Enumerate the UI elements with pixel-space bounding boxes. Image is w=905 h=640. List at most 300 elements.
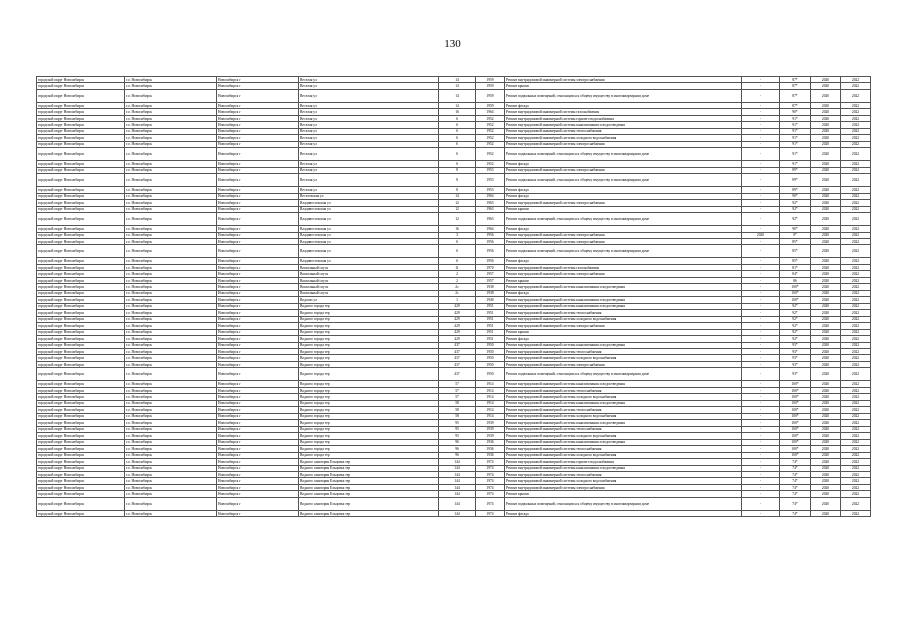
work-type-cell: Ремонт крыши bbox=[505, 329, 742, 335]
district-cell: г.о. Новосибирск bbox=[125, 459, 217, 465]
municipality-cell: городской округ Новосибирск bbox=[37, 89, 125, 102]
street-cell: Водного города тер bbox=[299, 407, 439, 413]
house-cell: 144 bbox=[439, 491, 476, 497]
plan-end-cell: 2022 bbox=[841, 148, 871, 161]
plan-end-cell: 2022 bbox=[841, 407, 871, 413]
city-cell: Новосибирск г bbox=[217, 400, 299, 406]
plan-end-cell: 2022 bbox=[841, 433, 871, 439]
year-built-cell: 1950 bbox=[476, 361, 505, 367]
house-cell: 144 bbox=[439, 478, 476, 484]
district-cell: г.о. Новосибирск bbox=[125, 361, 217, 367]
year-built-cell: 1936 bbox=[476, 452, 505, 458]
plan-start-cell: 2020 bbox=[811, 316, 841, 322]
street-cell: Водного города тер bbox=[299, 303, 439, 309]
year-built-cell: 1914 bbox=[476, 387, 505, 393]
district-cell: г.о. Новосибирск bbox=[125, 471, 217, 477]
work-type-cell: Ремонт внутридомовой инженерной системы канализования и водоотведения bbox=[505, 342, 742, 348]
plan-end-cell: 2022 bbox=[841, 471, 871, 477]
district-cell: г.о. Новосибирск bbox=[125, 290, 217, 296]
city-cell: Новосибирск г bbox=[217, 329, 299, 335]
plan-start-cell: 2020 bbox=[811, 213, 841, 226]
street-cell: Веселая ул bbox=[299, 89, 439, 102]
last-repair-year-cell: - bbox=[742, 420, 780, 426]
district-cell: г.о. Новосибирск bbox=[125, 303, 217, 309]
city-cell: Новосибирск г bbox=[217, 89, 299, 102]
last-repair-year-cell: - bbox=[742, 387, 780, 393]
district-cell: г.о. Новосибирск bbox=[125, 161, 217, 167]
street-cell: Веселая ул bbox=[299, 128, 439, 134]
street-cell: Владивостокская ул bbox=[299, 206, 439, 212]
district-cell: г.о. Новосибирск bbox=[125, 368, 217, 381]
city-cell: Новосибирск г bbox=[217, 167, 299, 173]
street-cell: Владивостокская ул bbox=[299, 238, 439, 244]
plan-start-cell: 2020 bbox=[811, 200, 841, 206]
last-repair-year-cell: - bbox=[742, 368, 780, 381]
work-type-cell: Ремонт фасада bbox=[505, 290, 742, 296]
plan-end-cell: 2022 bbox=[841, 439, 871, 445]
work-type-cell: Ремонт фасада bbox=[505, 336, 742, 342]
city-cell: Новосибирск г bbox=[217, 135, 299, 141]
year-built-cell: 1938 bbox=[476, 290, 505, 296]
wear-cell: 87* bbox=[780, 83, 811, 89]
plan-start-cell: 2020 bbox=[811, 238, 841, 244]
street-cell: Водного города тер bbox=[299, 310, 439, 316]
house-cell: 58 bbox=[439, 400, 476, 406]
district-cell: г.о. Новосибирск bbox=[125, 310, 217, 316]
district-cell: г.о. Новосибирск bbox=[125, 349, 217, 355]
municipality-cell: городской округ Новосибирск bbox=[37, 349, 125, 355]
plan-end-cell: 2022 bbox=[841, 342, 871, 348]
city-cell: Новосибирск г bbox=[217, 141, 299, 147]
city-cell: Новосибирск г bbox=[217, 355, 299, 361]
work-type-cell: Ремонт внутридомовой инженерной системы теплоснабжения bbox=[505, 446, 742, 452]
work-type-cell: Ремонт внутридомовой инженерной системы электроснабжения bbox=[505, 77, 742, 83]
house-cell: 3 bbox=[439, 232, 476, 238]
district-cell: г.о. Новосибирск bbox=[125, 258, 217, 264]
district-cell: г.о. Новосибирск bbox=[125, 187, 217, 193]
wear-cell: 100* bbox=[780, 284, 811, 290]
work-type-cell: Ремонт фасада bbox=[505, 161, 742, 167]
plan-start-cell: 2020 bbox=[811, 342, 841, 348]
year-built-cell: 1939 bbox=[476, 420, 505, 426]
street-cell: Веселая ул bbox=[299, 148, 439, 161]
district-cell: г.о. Новосибирск bbox=[125, 420, 217, 426]
table-row bbox=[37, 245, 871, 258]
street-cell: Вокзальный спуск bbox=[299, 264, 439, 270]
district-cell: г.о. Новосибирск bbox=[125, 400, 217, 406]
last-repair-year-cell: - bbox=[742, 349, 780, 355]
last-repair-year-cell: - bbox=[742, 510, 780, 516]
last-repair-year-cell: - bbox=[742, 336, 780, 342]
last-repair-year-cell: - bbox=[742, 290, 780, 296]
house-cell: 2 bbox=[439, 277, 476, 283]
plan-start-cell: 2020 bbox=[811, 446, 841, 452]
last-repair-year-cell: - bbox=[742, 497, 780, 510]
house-cell: 2 bbox=[439, 271, 476, 277]
wear-cell: 74* bbox=[780, 459, 811, 465]
municipality-cell: городской округ Новосибирск bbox=[37, 387, 125, 393]
street-cell: Водного города тер bbox=[299, 387, 439, 393]
plan-end-cell: 2022 bbox=[841, 349, 871, 355]
municipality-cell: городской округ Новосибирск bbox=[37, 471, 125, 477]
last-repair-year-cell: - bbox=[742, 433, 780, 439]
last-repair-year-cell: - bbox=[742, 206, 780, 212]
plan-start-cell: 2020 bbox=[811, 193, 841, 199]
wear-cell: 92* bbox=[780, 303, 811, 309]
work-type-cell: Ремонт внутридомовой инженерной системы газоснабжения bbox=[505, 264, 742, 270]
table-row bbox=[37, 497, 871, 510]
year-built-cell: 1964 bbox=[476, 109, 505, 115]
plan-start-cell: 2020 bbox=[811, 439, 841, 445]
plan-end-cell: 2022 bbox=[841, 510, 871, 516]
city-cell: Новосибирск г bbox=[217, 342, 299, 348]
work-type-cell: Ремонт подвальных помещений, относящихся к общему имуществу в многоквартирном доме bbox=[505, 245, 742, 258]
municipality-cell: городской округ Новосибирск bbox=[37, 245, 125, 258]
municipality-cell: городской округ Новосибирск bbox=[37, 290, 125, 296]
district-cell: г.о. Новосибирск bbox=[125, 316, 217, 322]
municipality-cell: городской округ Новосибирск bbox=[37, 361, 125, 367]
district-cell: г.о. Новосибирск bbox=[125, 323, 217, 329]
district-cell: г.о. Новосибирск bbox=[125, 277, 217, 283]
municipality-cell: городской округ Новосибирск bbox=[37, 187, 125, 193]
city-cell: Новосибирск г bbox=[217, 497, 299, 510]
table-row bbox=[37, 510, 871, 516]
year-built-cell: 1974 bbox=[476, 491, 505, 497]
plan-end-cell: 2022 bbox=[841, 355, 871, 361]
work-type-cell: Ремонт фасада bbox=[505, 102, 742, 108]
house-cell: 11 bbox=[439, 264, 476, 270]
plan-end-cell: 2022 bbox=[841, 329, 871, 335]
house-cell: 429 bbox=[439, 323, 476, 329]
work-type-cell: Ремонт внутридомовой инженерной системы электроснабжения bbox=[505, 271, 742, 277]
municipality-cell: городской округ Новосибирск bbox=[37, 271, 125, 277]
plan-end-cell: 2022 bbox=[841, 245, 871, 258]
last-repair-year-cell: - bbox=[742, 83, 780, 89]
wear-cell: 92* bbox=[780, 336, 811, 342]
plan-start-cell: 2020 bbox=[811, 310, 841, 316]
street-cell: Водного города тер bbox=[299, 355, 439, 361]
plan-start-cell: 2020 bbox=[811, 122, 841, 128]
municipality-cell: городской округ Новосибирск bbox=[37, 232, 125, 238]
plan-end-cell: 2022 bbox=[841, 387, 871, 393]
plan-end-cell: 2022 bbox=[841, 310, 871, 316]
work-type-cell: Ремонт внутридомовой инженерной системы электроснабжения bbox=[505, 361, 742, 367]
last-repair-year-cell: - bbox=[742, 161, 780, 167]
district-cell: г.о. Новосибирск bbox=[125, 135, 217, 141]
municipality-cell: городской округ Новосибирск bbox=[37, 381, 125, 387]
plan-end-cell: 2022 bbox=[841, 83, 871, 89]
district-cell: г.о. Новосибирск bbox=[125, 102, 217, 108]
wear-cell: 74* bbox=[780, 484, 811, 490]
table-row bbox=[37, 368, 871, 381]
house-cell: 144 bbox=[439, 465, 476, 471]
work-type-cell: Ремонт фасада bbox=[505, 187, 742, 193]
work-type-cell: Ремонт фасада bbox=[505, 258, 742, 264]
last-repair-year-cell: - bbox=[742, 167, 780, 173]
district-cell: г.о. Новосибирск bbox=[125, 206, 217, 212]
city-cell: Новосибирск г bbox=[217, 122, 299, 128]
last-repair-year-cell: - bbox=[742, 109, 780, 115]
plan-start-cell: 2020 bbox=[811, 226, 841, 232]
year-built-cell: 1963 bbox=[476, 206, 505, 212]
street-cell: Водного города тер bbox=[299, 329, 439, 335]
last-repair-year-cell: - bbox=[742, 465, 780, 471]
street-cell: Веселая ул bbox=[299, 109, 439, 115]
wear-cell: 92* bbox=[780, 323, 811, 329]
plan-end-cell: 2022 bbox=[841, 187, 871, 193]
plan-start-cell: 2020 bbox=[811, 174, 841, 187]
work-type-cell: Ремонт внутридомовой инженерной системы холодного водоснабжения bbox=[505, 316, 742, 322]
city-cell: Новосибирск г bbox=[217, 465, 299, 471]
last-repair-year-cell: - bbox=[742, 394, 780, 400]
house-cell: 2с bbox=[439, 284, 476, 290]
street-cell: Вокзальный спуск bbox=[299, 277, 439, 283]
plan-start-cell: 2020 bbox=[811, 381, 841, 387]
table-row bbox=[37, 213, 871, 226]
plan-start-cell: 2020 bbox=[811, 167, 841, 173]
last-repair-year-cell: - bbox=[742, 439, 780, 445]
street-cell: Водного города тер bbox=[299, 426, 439, 432]
plan-end-cell: 2022 bbox=[841, 161, 871, 167]
municipality-cell: городской округ Новосибирск bbox=[37, 213, 125, 226]
work-type-cell: Ремонт подвальных помещений, относящихся к общему имуществу в многоквартирном доме bbox=[505, 174, 742, 187]
house-cell: 437 bbox=[439, 355, 476, 361]
plan-start-cell: 2020 bbox=[811, 271, 841, 277]
house-cell: 429 bbox=[439, 329, 476, 335]
street-cell: Веселая ул bbox=[299, 102, 439, 108]
street-cell: Водного города тер bbox=[299, 323, 439, 329]
plan-start-cell: 2020 bbox=[811, 323, 841, 329]
last-repair-year-cell: - bbox=[742, 277, 780, 283]
year-built-cell: 1936 bbox=[476, 439, 505, 445]
municipality-cell: городской округ Новосибирск bbox=[37, 83, 125, 89]
district-cell: г.о. Новосибирск bbox=[125, 426, 217, 432]
district-cell: г.о. Новосибирск bbox=[125, 465, 217, 471]
plan-end-cell: 2022 bbox=[841, 200, 871, 206]
city-cell: Новосибирск г bbox=[217, 446, 299, 452]
wear-cell: 92* bbox=[780, 200, 811, 206]
plan-end-cell: 2022 bbox=[841, 122, 871, 128]
plan-end-cell: 2022 bbox=[841, 109, 871, 115]
year-built-cell: 1974 bbox=[476, 478, 505, 484]
work-type-cell: Ремонт крыши bbox=[505, 491, 742, 497]
district-cell: г.о. Новосибирск bbox=[125, 167, 217, 173]
year-built-cell: 1974 bbox=[476, 471, 505, 477]
street-cell: Веселая ул bbox=[299, 167, 439, 173]
wear-cell: 100* bbox=[780, 433, 811, 439]
district-cell: г.о. Новосибирск bbox=[125, 284, 217, 290]
plan-end-cell: 2022 bbox=[841, 297, 871, 303]
last-repair-year-cell: - bbox=[742, 303, 780, 309]
last-repair-year-cell: - bbox=[742, 174, 780, 187]
wear-cell: 92* bbox=[780, 310, 811, 316]
wear-cell: 92* bbox=[780, 213, 811, 226]
municipality-cell: городской округ Новосибирск bbox=[37, 452, 125, 458]
year-built-cell: 1959 bbox=[476, 77, 505, 83]
house-cell: 6 bbox=[439, 128, 476, 134]
wear-cell: 91* bbox=[780, 135, 811, 141]
municipality-cell: городской округ Новосибирск bbox=[37, 323, 125, 329]
work-type-cell: Ремонт внутридомовой инженерной системы холодного водоснабжения bbox=[505, 135, 742, 141]
plan-start-cell: 2020 bbox=[811, 407, 841, 413]
plan-start-cell: 2020 bbox=[811, 465, 841, 471]
last-repair-year-cell: - bbox=[742, 187, 780, 193]
municipality-cell: городской округ Новосибирск bbox=[37, 128, 125, 134]
house-cell: 429 bbox=[439, 336, 476, 342]
city-cell: Новосибирск г bbox=[217, 238, 299, 244]
street-cell: Водного города тер bbox=[299, 433, 439, 439]
district-cell: г.о. Новосибирск bbox=[125, 232, 217, 238]
work-type-cell: Ремонт внутридомовой инженерной системы теплоснабжения bbox=[505, 471, 742, 477]
house-cell: 95 bbox=[439, 420, 476, 426]
wear-cell: 100* bbox=[780, 394, 811, 400]
plan-end-cell: 2022 bbox=[841, 381, 871, 387]
house-cell: 14 bbox=[439, 83, 476, 89]
plan-end-cell: 2022 bbox=[841, 452, 871, 458]
last-repair-year-cell: - bbox=[742, 316, 780, 322]
work-type-cell: Ремонт внутридомовой инженерной системы горячего водоснабжения bbox=[505, 115, 742, 121]
work-type-cell: Ремонт внутридомовой инженерной системы канализования и водоотведения bbox=[505, 381, 742, 387]
last-repair-year-cell: - bbox=[742, 491, 780, 497]
city-cell: Новосибирск г bbox=[217, 407, 299, 413]
house-cell: 6 bbox=[439, 245, 476, 258]
city-cell: Новосибирск г bbox=[217, 491, 299, 497]
last-repair-year-cell: - bbox=[742, 342, 780, 348]
street-cell: Водного города тер bbox=[299, 439, 439, 445]
municipality-cell: городской округ Новосибирск bbox=[37, 413, 125, 419]
plan-start-cell: 2020 bbox=[811, 355, 841, 361]
wear-cell: 74* bbox=[780, 510, 811, 516]
work-type-cell: Ремонт внутридомовой инженерной системы электроснабжения bbox=[505, 232, 742, 238]
plan-start-cell: 2020 bbox=[811, 284, 841, 290]
district-cell: г.о. Новосибирск bbox=[125, 439, 217, 445]
plan-end-cell: 2022 bbox=[841, 336, 871, 342]
last-repair-year-cell: - bbox=[742, 407, 780, 413]
year-built-cell: 1974 bbox=[476, 465, 505, 471]
municipality-cell: городской округ Новосибирск bbox=[37, 264, 125, 270]
district-cell: г.о. Новосибирск bbox=[125, 122, 217, 128]
municipality-cell: городской округ Новосибирск bbox=[37, 167, 125, 173]
house-cell: 6 bbox=[439, 122, 476, 128]
street-cell: Владивостокская ул bbox=[299, 213, 439, 226]
municipality-cell: городской округ Новосибирск bbox=[37, 310, 125, 316]
work-type-cell: Ремонт подвальных помещений, относящихся к общему имуществу в многоквартирном доме bbox=[505, 89, 742, 102]
wear-cell: 90* bbox=[780, 193, 811, 199]
work-type-cell: Ремонт внутридомовой инженерной системы канализования и водоотведения bbox=[505, 439, 742, 445]
plan-start-cell: 2020 bbox=[811, 452, 841, 458]
last-repair-year-cell: - bbox=[742, 381, 780, 387]
last-repair-year-cell: 2020 bbox=[742, 232, 780, 238]
house-cell: 96 bbox=[439, 452, 476, 458]
year-built-cell: 1951 bbox=[476, 310, 505, 316]
municipality-cell: городской округ Новосибирск bbox=[37, 77, 125, 83]
city-cell: Новосибирск г bbox=[217, 277, 299, 283]
house-cell: 58 bbox=[439, 407, 476, 413]
municipality-cell: городской округ Новосибирск bbox=[37, 400, 125, 406]
street-cell: Веселая ул bbox=[299, 77, 439, 83]
plan-end-cell: 2022 bbox=[841, 484, 871, 490]
wear-cell: 89* bbox=[780, 174, 811, 187]
year-built-cell: 1974 bbox=[476, 497, 505, 510]
plan-start-cell: 2020 bbox=[811, 459, 841, 465]
plan-start-cell: 2020 bbox=[811, 394, 841, 400]
municipality-cell: городской округ Новосибирск bbox=[37, 446, 125, 452]
city-cell: Новосибирск г bbox=[217, 245, 299, 258]
district-cell: г.о. Новосибирск bbox=[125, 213, 217, 226]
wear-cell: 92* bbox=[780, 206, 811, 212]
street-cell: Водного города тер bbox=[299, 342, 439, 348]
work-type-cell: Ремонт внутридомовой инженерной системы электроснабжения bbox=[505, 167, 742, 173]
city-cell: Новосибирск г bbox=[217, 109, 299, 115]
plan-start-cell: 2020 bbox=[811, 102, 841, 108]
year-built-cell: 1964 bbox=[476, 226, 505, 232]
work-type-cell: Ремонт фасада bbox=[505, 510, 742, 516]
work-type-cell: Ремонт внутридомовой инженерной системы канализования и водоотведения bbox=[505, 465, 742, 471]
wear-cell: 87* bbox=[780, 77, 811, 83]
street-cell: Веселая ул bbox=[299, 122, 439, 128]
wear-cell: 89* bbox=[780, 187, 811, 193]
street-cell: Веселая ул bbox=[299, 174, 439, 187]
year-built-cell: 1956 bbox=[476, 258, 505, 264]
municipality-cell: городской округ Новосибирск bbox=[37, 141, 125, 147]
district-cell: г.о. Новосибирск bbox=[125, 497, 217, 510]
plan-end-cell: 2022 bbox=[841, 413, 871, 419]
wear-cell: 84* bbox=[780, 271, 811, 277]
work-type-cell: Ремонт внутридомовой инженерной системы холодного водоснабжения bbox=[505, 394, 742, 400]
city-cell: Новосибирск г bbox=[217, 226, 299, 232]
municipality-cell: городской округ Новосибирск bbox=[37, 336, 125, 342]
street-cell: Вокзальный спуск bbox=[299, 271, 439, 277]
work-type-cell: Ремонт внутридомовой инженерной системы канализования и водоотведения bbox=[505, 122, 742, 128]
plan-end-cell: 2022 bbox=[841, 238, 871, 244]
house-cell: 14 bbox=[439, 102, 476, 108]
year-built-cell: 1963 bbox=[476, 200, 505, 206]
work-type-cell: Ремонт внутридомовой инженерной системы электроснабжения bbox=[505, 141, 742, 147]
city-cell: Новосибирск г bbox=[217, 77, 299, 83]
street-cell: Водного города тер bbox=[299, 446, 439, 452]
street-cell: Вокзальный спуск bbox=[299, 290, 439, 296]
street-cell: Водного города тер bbox=[299, 452, 439, 458]
last-repair-year-cell: - bbox=[742, 141, 780, 147]
work-type-cell: Ремонт внутридомовой инженерной системы канализования и водоотведения bbox=[505, 297, 742, 303]
house-cell: 429 bbox=[439, 310, 476, 316]
plan-end-cell: 2022 bbox=[841, 115, 871, 121]
municipality-cell: городской округ Новосибирск bbox=[37, 226, 125, 232]
plan-start-cell: 2020 bbox=[811, 277, 841, 283]
plan-start-cell: 2020 bbox=[811, 135, 841, 141]
plan-end-cell: 2022 bbox=[841, 420, 871, 426]
street-cell: Водного санатория Ельцовка тер bbox=[299, 471, 439, 477]
plan-end-cell: 2022 bbox=[841, 258, 871, 264]
last-repair-year-cell: - bbox=[742, 297, 780, 303]
city-cell: Новосибирск г bbox=[217, 510, 299, 516]
house-cell: 95 bbox=[439, 426, 476, 432]
plan-start-cell: 2020 bbox=[811, 115, 841, 121]
city-cell: Новосибирск г bbox=[217, 148, 299, 161]
municipality-cell: городской округ Новосибирск bbox=[37, 355, 125, 361]
plan-start-cell: 2020 bbox=[811, 478, 841, 484]
district-cell: г.о. Новосибирск bbox=[125, 394, 217, 400]
work-type-cell: Ремонт внутридомовой инженерной системы газоснабжения bbox=[505, 109, 742, 115]
municipality-cell: городской округ Новосибирск bbox=[37, 420, 125, 426]
work-type-cell: Ремонт внутридомовой инженерной системы холодного водоснабжения bbox=[505, 355, 742, 361]
street-cell: Водного города тер bbox=[299, 336, 439, 342]
city-cell: Новосибирск г bbox=[217, 433, 299, 439]
wear-cell: 81* bbox=[780, 264, 811, 270]
wear-cell: 91* bbox=[780, 148, 811, 161]
wear-cell: 100* bbox=[780, 446, 811, 452]
last-repair-year-cell: - bbox=[742, 471, 780, 477]
